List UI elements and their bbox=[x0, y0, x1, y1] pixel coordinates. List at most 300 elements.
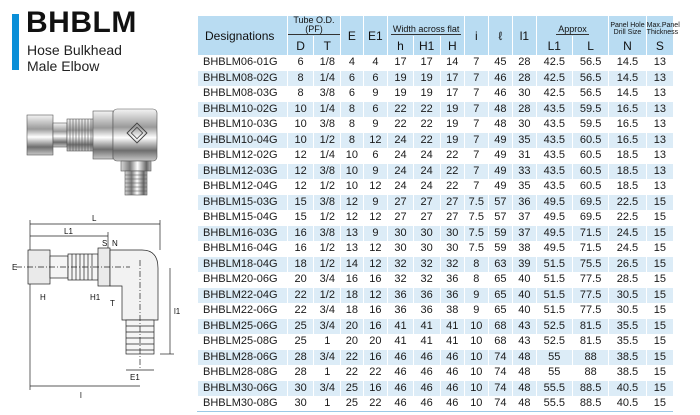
table-cell: 88.5 bbox=[572, 381, 608, 397]
designation-cell: BHBLM22-04G bbox=[198, 288, 288, 304]
table-cell: 59.5 bbox=[572, 117, 608, 133]
table-cell: 43.5 bbox=[536, 117, 572, 133]
header-designations: Designations bbox=[198, 16, 288, 55]
table-cell: 19 bbox=[440, 133, 465, 149]
table-cell: 15 bbox=[646, 381, 673, 397]
header-col-i: i bbox=[465, 16, 489, 55]
table-cell: 4 bbox=[363, 55, 388, 71]
designation-cell: BHBLM12-02G bbox=[198, 148, 288, 164]
table-cell: 43.5 bbox=[536, 133, 572, 149]
table-cell: 40.5 bbox=[609, 396, 646, 412]
table-cell: 43 bbox=[513, 319, 537, 335]
dimension-drawing bbox=[10, 210, 190, 410]
table-cell: 43 bbox=[513, 334, 537, 350]
table-cell: 36 bbox=[413, 288, 440, 304]
designation-cell: BHBLM06-01G bbox=[198, 55, 288, 71]
table-cell: 22.5 bbox=[609, 195, 646, 211]
table-cell: 15 bbox=[646, 396, 673, 412]
designation-cell: BHBLM25-06G bbox=[198, 319, 288, 335]
table-cell: 7.5 bbox=[465, 226, 489, 242]
table-cell: 13 bbox=[341, 241, 363, 257]
table-cell: 41 bbox=[388, 319, 414, 335]
table-row bbox=[198, 210, 674, 226]
table-cell: 24.5 bbox=[609, 226, 646, 242]
table-cell: 6 bbox=[363, 148, 388, 164]
table-cell: 22 bbox=[440, 148, 465, 164]
table-cell: 7 bbox=[465, 71, 489, 87]
table-cell: 63 bbox=[488, 257, 513, 273]
table-cell: 59 bbox=[488, 226, 513, 242]
table-cell: 15 bbox=[646, 272, 673, 288]
table-cell: 17 bbox=[388, 55, 414, 71]
table-cell: 33 bbox=[513, 164, 537, 180]
table-cell: 30 bbox=[287, 396, 314, 412]
table-cell: 1/2 bbox=[314, 241, 341, 257]
table-cell: 8 bbox=[465, 257, 489, 273]
designation-cell: BHBLM08-03G bbox=[198, 86, 288, 102]
table-cell: 30 bbox=[440, 241, 465, 257]
table-cell: 8 bbox=[287, 71, 314, 87]
table-cell: 74 bbox=[488, 396, 513, 412]
table-cell: 36 bbox=[440, 272, 465, 288]
table-cell: 3/4 bbox=[314, 381, 341, 397]
table-cell: 16.5 bbox=[609, 102, 646, 118]
designation-cell: BHBLM10-04G bbox=[198, 133, 288, 149]
table-row bbox=[198, 195, 674, 211]
table-cell: 12 bbox=[363, 288, 388, 304]
svg-text:N: N bbox=[112, 239, 118, 248]
table-cell: 32 bbox=[388, 272, 414, 288]
table-cell: 46 bbox=[388, 381, 414, 397]
table-row bbox=[198, 272, 674, 288]
header-col-d: D bbox=[287, 36, 314, 55]
table-cell: 27 bbox=[440, 210, 465, 226]
table-cell: 3/8 bbox=[314, 226, 341, 242]
table-cell: 19 bbox=[388, 71, 414, 87]
table-cell: 74 bbox=[488, 350, 513, 366]
table-row bbox=[198, 71, 674, 87]
table-cell: 16.5 bbox=[609, 117, 646, 133]
table-cell: 9 bbox=[363, 86, 388, 102]
header-col-h1: H1 bbox=[413, 36, 440, 55]
table-cell: 41 bbox=[413, 319, 440, 335]
table-cell: 13 bbox=[646, 55, 673, 71]
table-cell: 14 bbox=[341, 257, 363, 273]
table-cell: 1 bbox=[314, 334, 341, 350]
table-cell: 15 bbox=[646, 226, 673, 242]
table-cell: 3/8 bbox=[314, 86, 341, 102]
svg-text:T: T bbox=[110, 299, 115, 308]
table-cell: 10 bbox=[341, 148, 363, 164]
header-col-l1: l1 bbox=[513, 16, 537, 55]
header-col-s: S bbox=[646, 36, 673, 55]
header-tube-od: Tube O.D. (PF) bbox=[287, 16, 340, 36]
table-row bbox=[198, 226, 674, 242]
header-max-panel: Max.Panel Thickness bbox=[646, 16, 673, 36]
table-cell: 15 bbox=[646, 334, 673, 350]
table-cell: 55.5 bbox=[536, 396, 572, 412]
table-cell: 14.5 bbox=[609, 86, 646, 102]
table-cell: 16 bbox=[363, 303, 388, 319]
table-cell: 12 bbox=[363, 133, 388, 149]
table-cell: 46 bbox=[388, 396, 414, 412]
table-cell: 18 bbox=[287, 257, 314, 273]
header-panel-hole: Panel Hole Drill Size bbox=[609, 16, 646, 36]
table-cell: 10 bbox=[287, 117, 314, 133]
table-cell: 3/4 bbox=[314, 319, 341, 335]
table-cell: 3/8 bbox=[314, 195, 341, 211]
table-row bbox=[198, 257, 674, 273]
table-cell: 46 bbox=[413, 350, 440, 366]
table-cell: 42.5 bbox=[536, 86, 572, 102]
table-cell: 48 bbox=[513, 350, 537, 366]
table-cell: 77.5 bbox=[572, 288, 608, 304]
table-row bbox=[198, 148, 674, 164]
table-cell: 1 bbox=[314, 365, 341, 381]
table-row bbox=[198, 117, 674, 133]
table-cell: 75.5 bbox=[572, 257, 608, 273]
svg-text:l: l bbox=[80, 391, 82, 400]
table-cell: 28 bbox=[513, 102, 537, 118]
table-cell: 3/4 bbox=[314, 272, 341, 288]
table-cell: 1/2 bbox=[314, 133, 341, 149]
table-cell: 20 bbox=[287, 272, 314, 288]
table-cell: 15 bbox=[287, 195, 314, 211]
table-cell: 37 bbox=[513, 210, 537, 226]
table-cell: 46 bbox=[440, 365, 465, 381]
table-cell: 12 bbox=[363, 210, 388, 226]
table-cell: 49.5 bbox=[536, 195, 572, 211]
table-cell: 13 bbox=[646, 133, 673, 149]
product-subtitle-line1: Hose Bulkhead bbox=[27, 42, 122, 58]
svg-text:l1: l1 bbox=[174, 307, 181, 316]
table-cell: 25 bbox=[341, 396, 363, 412]
table-cell: 46 bbox=[413, 396, 440, 412]
table-cell: 12 bbox=[341, 210, 363, 226]
table-row bbox=[198, 288, 674, 304]
table-cell: 1/4 bbox=[314, 71, 341, 87]
table-cell: 15 bbox=[646, 303, 673, 319]
table-cell: 43.5 bbox=[536, 164, 572, 180]
table-cell: 13 bbox=[646, 117, 673, 133]
table-cell: 38 bbox=[513, 241, 537, 257]
table-cell: 12 bbox=[363, 241, 388, 257]
table-cell: 51.5 bbox=[536, 303, 572, 319]
table-cell: 18 bbox=[341, 288, 363, 304]
table-cell: 49 bbox=[488, 133, 513, 149]
table-cell: 88 bbox=[572, 365, 608, 381]
table-cell: 77.5 bbox=[572, 303, 608, 319]
table-cell: 74 bbox=[488, 365, 513, 381]
table-cell: 57 bbox=[488, 195, 513, 211]
table-cell: 28 bbox=[513, 55, 537, 71]
table-row bbox=[198, 381, 674, 397]
table-cell: 24 bbox=[413, 148, 440, 164]
product-code: BHBLM bbox=[26, 6, 137, 39]
table-cell: 43.5 bbox=[536, 102, 572, 118]
table-cell: 10 bbox=[465, 350, 489, 366]
table-cell: 1/4 bbox=[314, 148, 341, 164]
table-cell: 22 bbox=[363, 365, 388, 381]
table-cell: 22 bbox=[388, 117, 414, 133]
table-cell: 24 bbox=[413, 164, 440, 180]
table-cell: 38 bbox=[440, 303, 465, 319]
table-cell: 27 bbox=[413, 210, 440, 226]
table-cell: 49 bbox=[488, 164, 513, 180]
table-cell: 22 bbox=[388, 102, 414, 118]
table-cell: 7 bbox=[465, 117, 489, 133]
table-cell: 81.5 bbox=[572, 319, 608, 335]
table-cell: 19 bbox=[388, 86, 414, 102]
table-cell: 1/8 bbox=[314, 55, 341, 71]
table-cell: 48 bbox=[513, 396, 537, 412]
table-row bbox=[198, 164, 674, 180]
table-cell: 27 bbox=[440, 195, 465, 211]
spec-table-body bbox=[198, 55, 674, 412]
designation-cell: BHBLM28-08G bbox=[198, 365, 288, 381]
table-cell: 18.5 bbox=[609, 164, 646, 180]
table-cell: 15 bbox=[646, 195, 673, 211]
table-cell: 46 bbox=[488, 86, 513, 102]
table-cell: 7.5 bbox=[465, 195, 489, 211]
table-row bbox=[198, 396, 674, 412]
table-cell: 22 bbox=[341, 350, 363, 366]
table-cell: 12 bbox=[287, 164, 314, 180]
table-cell: 46 bbox=[413, 381, 440, 397]
table-cell: 20 bbox=[363, 334, 388, 350]
table-cell: 22 bbox=[440, 164, 465, 180]
table-cell: 51.5 bbox=[536, 257, 572, 273]
table-cell: 46 bbox=[388, 365, 414, 381]
table-cell: 22 bbox=[413, 117, 440, 133]
table-cell: 10 bbox=[287, 133, 314, 149]
table-cell: 24 bbox=[413, 179, 440, 195]
table-cell: 10 bbox=[341, 164, 363, 180]
table-cell: 28.5 bbox=[609, 272, 646, 288]
table-cell: 9 bbox=[363, 226, 388, 242]
designation-cell: BHBLM22-06G bbox=[198, 303, 288, 319]
designation-cell: BHBLM18-04G bbox=[198, 257, 288, 273]
table-cell: 60.5 bbox=[572, 133, 608, 149]
table-cell: 13 bbox=[341, 226, 363, 242]
table-cell: 71.5 bbox=[572, 241, 608, 257]
table-cell: 49 bbox=[488, 179, 513, 195]
table-cell: 38.5 bbox=[609, 365, 646, 381]
table-cell: 1/4 bbox=[314, 102, 341, 118]
table-cell: 35 bbox=[513, 179, 537, 195]
table-cell: 46 bbox=[388, 350, 414, 366]
table-cell: 25 bbox=[287, 319, 314, 335]
table-cell: 14 bbox=[440, 55, 465, 71]
table-cell: 40 bbox=[513, 272, 537, 288]
table-cell: 24 bbox=[388, 148, 414, 164]
table-cell: 17 bbox=[440, 86, 465, 102]
table-cell: 12 bbox=[287, 179, 314, 195]
table-cell: 3/8 bbox=[314, 117, 341, 133]
table-cell: 10 bbox=[287, 102, 314, 118]
table-row bbox=[198, 303, 674, 319]
table-cell: 32 bbox=[388, 257, 414, 273]
table-cell: 18.5 bbox=[609, 179, 646, 195]
table-cell: 25 bbox=[287, 334, 314, 350]
table-cell: 19 bbox=[440, 117, 465, 133]
table-cell: 4 bbox=[341, 55, 363, 71]
table-cell: 56.5 bbox=[572, 71, 608, 87]
table-cell: 55 bbox=[536, 365, 572, 381]
svg-text:S: S bbox=[102, 239, 108, 248]
table-cell: 20 bbox=[341, 319, 363, 335]
table-cell: 7.5 bbox=[465, 241, 489, 257]
table-cell: 16 bbox=[363, 350, 388, 366]
table-cell: 46 bbox=[413, 365, 440, 381]
table-cell: 71.5 bbox=[572, 226, 608, 242]
table-cell: 1/2 bbox=[314, 257, 341, 273]
table-cell: 10 bbox=[465, 334, 489, 350]
table-cell: 15 bbox=[646, 288, 673, 304]
table-cell: 24.5 bbox=[609, 241, 646, 257]
table-cell: 26.5 bbox=[609, 257, 646, 273]
table-cell: 15 bbox=[287, 210, 314, 226]
table-cell: 52.5 bbox=[536, 334, 572, 350]
header-col-l-approx: L bbox=[572, 36, 608, 55]
table-cell: 46 bbox=[488, 71, 513, 87]
table-cell: 6 bbox=[341, 71, 363, 87]
table-cell: 24 bbox=[388, 133, 414, 149]
designation-cell: BHBLM12-03G bbox=[198, 164, 288, 180]
table-row bbox=[198, 133, 674, 149]
designation-cell: BHBLM08-02G bbox=[198, 71, 288, 87]
table-row bbox=[198, 102, 674, 118]
table-cell: 8 bbox=[341, 102, 363, 118]
table-cell: 48 bbox=[488, 117, 513, 133]
designation-cell: BHBLM10-02G bbox=[198, 102, 288, 118]
table-cell: 30 bbox=[440, 226, 465, 242]
table-cell: 7 bbox=[465, 133, 489, 149]
table-cell: 30 bbox=[388, 226, 414, 242]
table-cell: 43.5 bbox=[536, 179, 572, 195]
table-cell: 46 bbox=[440, 350, 465, 366]
table-cell: 9 bbox=[363, 164, 388, 180]
table-cell: 13 bbox=[646, 71, 673, 87]
table-cell: 17 bbox=[440, 71, 465, 87]
table-cell: 13 bbox=[646, 179, 673, 195]
table-cell: 48 bbox=[513, 365, 537, 381]
table-cell: 41 bbox=[440, 319, 465, 335]
table-cell: 65 bbox=[488, 303, 513, 319]
table-cell: 28 bbox=[287, 365, 314, 381]
table-cell: 10 bbox=[465, 396, 489, 412]
svg-text:H: H bbox=[40, 293, 46, 302]
table-cell: 51.5 bbox=[536, 288, 572, 304]
table-cell: 48 bbox=[488, 102, 513, 118]
header-col-t: T bbox=[314, 36, 341, 55]
table-cell: 65 bbox=[488, 288, 513, 304]
table-cell: 74 bbox=[488, 381, 513, 397]
table-cell: 32 bbox=[440, 257, 465, 273]
table-cell: 22.5 bbox=[609, 210, 646, 226]
table-cell: 7 bbox=[465, 55, 489, 71]
table-cell: 7 bbox=[465, 102, 489, 118]
table-cell: 68 bbox=[488, 334, 513, 350]
table-cell: 7 bbox=[465, 148, 489, 164]
table-cell: 18.5 bbox=[609, 148, 646, 164]
svg-text:H1: H1 bbox=[90, 293, 101, 302]
table-cell: 6 bbox=[363, 71, 388, 87]
table-cell: 32 bbox=[413, 257, 440, 273]
table-cell: 32 bbox=[413, 272, 440, 288]
table-cell: 27 bbox=[388, 210, 414, 226]
designation-cell: BHBLM16-03G bbox=[198, 226, 288, 242]
designation-cell: BHBLM16-04G bbox=[198, 241, 288, 257]
table-cell: 22 bbox=[341, 365, 363, 381]
header-col-e: E bbox=[341, 16, 363, 55]
table-cell: 43.5 bbox=[536, 148, 572, 164]
table-cell: 30 bbox=[287, 381, 314, 397]
table-cell: 16 bbox=[363, 272, 388, 288]
table-cell: 10 bbox=[465, 381, 489, 397]
table-cell: 59 bbox=[488, 241, 513, 257]
table-cell: 46 bbox=[440, 396, 465, 412]
header-col-h-small: h bbox=[388, 36, 414, 55]
table-cell: 7 bbox=[465, 86, 489, 102]
table-cell: 41 bbox=[388, 334, 414, 350]
table-cell: 13 bbox=[646, 86, 673, 102]
table-cell: 51.5 bbox=[536, 272, 572, 288]
designation-cell: BHBLM15-04G bbox=[198, 210, 288, 226]
table-cell: 28 bbox=[513, 71, 537, 87]
table-cell: 8 bbox=[341, 133, 363, 149]
table-cell: 12 bbox=[363, 179, 388, 195]
designation-cell: BHBLM20-06G bbox=[198, 272, 288, 288]
table-cell: 8 bbox=[341, 117, 363, 133]
table-cell: 3/4 bbox=[314, 350, 341, 366]
table-cell: 60.5 bbox=[572, 164, 608, 180]
table-cell: 6 bbox=[341, 86, 363, 102]
svg-text:E: E bbox=[12, 263, 18, 272]
table-cell: 1/2 bbox=[314, 179, 341, 195]
table-cell: 16 bbox=[341, 272, 363, 288]
table-cell: 6 bbox=[287, 55, 314, 71]
table-cell: 65 bbox=[488, 272, 513, 288]
header-row-1 bbox=[198, 16, 674, 36]
header-approx: Approx bbox=[536, 16, 609, 36]
table-cell: 31 bbox=[513, 148, 537, 164]
table-cell: 15 bbox=[646, 319, 673, 335]
table-cell: 68 bbox=[488, 319, 513, 335]
table-cell: 17 bbox=[413, 55, 440, 71]
table-cell: 30 bbox=[413, 241, 440, 257]
designation-cell: BHBLM30-06G bbox=[198, 381, 288, 397]
table-cell: 35 bbox=[513, 133, 537, 149]
table-cell: 40 bbox=[513, 288, 537, 304]
table-row bbox=[198, 334, 674, 350]
table-cell: 40 bbox=[513, 303, 537, 319]
table-cell: 3/8 bbox=[314, 164, 341, 180]
table-cell: 19 bbox=[413, 86, 440, 102]
table-cell: 36 bbox=[388, 303, 414, 319]
spec-table bbox=[197, 15, 680, 412]
table-cell: 59.5 bbox=[572, 102, 608, 118]
table-cell: 9 bbox=[465, 288, 489, 304]
table-cell: 13 bbox=[646, 148, 673, 164]
table-cell: 36 bbox=[388, 288, 414, 304]
table-cell: 60.5 bbox=[572, 148, 608, 164]
designation-cell: BHBLM30-08G bbox=[198, 396, 288, 412]
header-col-e1: E1 bbox=[363, 16, 388, 55]
table-cell: 10 bbox=[465, 365, 489, 381]
table-cell: 16 bbox=[287, 226, 314, 242]
table-cell: 15 bbox=[646, 257, 673, 273]
